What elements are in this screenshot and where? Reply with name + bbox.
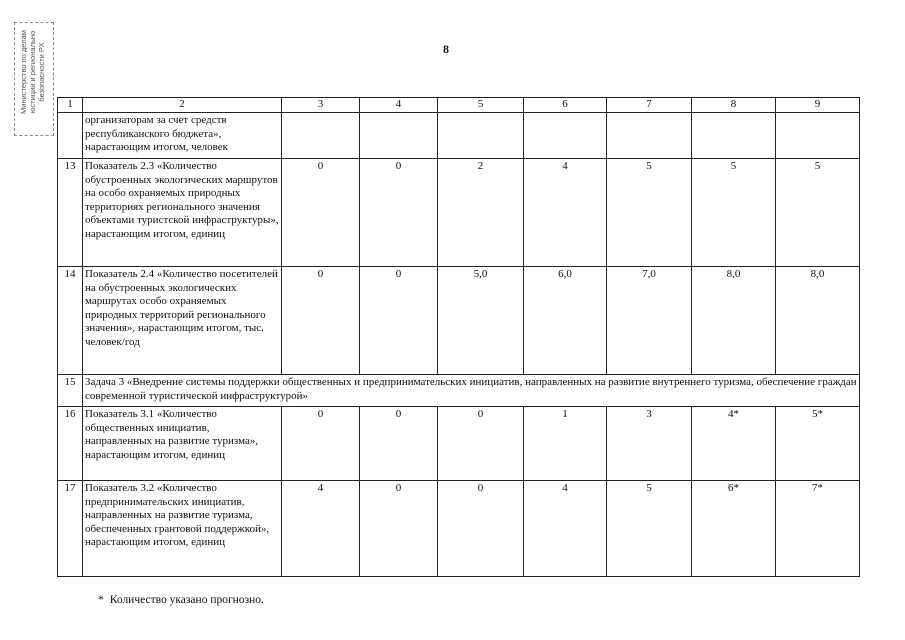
value-cell: 8,0 — [776, 267, 860, 375]
value-cell — [438, 113, 524, 159]
footnote — [98, 594, 264, 606]
value-cell: 0 — [282, 267, 360, 375]
value-cell: 5 — [692, 159, 776, 267]
header-cell: 2 — [83, 98, 282, 113]
indicator-row — [58, 267, 860, 375]
value-cell: 5 — [607, 481, 692, 577]
value-cell: 4 — [524, 159, 607, 267]
page-number: 8 — [443, 42, 449, 56]
value-cell — [282, 113, 360, 159]
row-number-cell: 14 — [58, 267, 83, 375]
row-number-cell: 13 — [58, 159, 83, 267]
value-cell — [692, 113, 776, 159]
stamp-line: юстиции и регионально — [28, 30, 37, 114]
value-cell: 0 — [360, 407, 438, 481]
row-number-cell: 15 — [58, 375, 83, 407]
footnote-marker: * — [98, 594, 104, 606]
value-cell: 4 — [282, 481, 360, 577]
value-cell: 6,0 — [524, 267, 607, 375]
value-cell: 0 — [360, 159, 438, 267]
header-cell: 7 — [607, 98, 692, 113]
stamp-line: безопасности РХ — [37, 42, 46, 102]
value-cell — [360, 113, 438, 159]
row-number-cell — [58, 113, 83, 159]
row-number-cell: 17 — [58, 481, 83, 577]
indicator-row — [58, 159, 860, 267]
value-cell: 8,0 — [692, 267, 776, 375]
value-cell: 1 — [524, 407, 607, 481]
value-cell: 5 — [607, 159, 692, 267]
indicator-row — [58, 481, 860, 577]
indicator-label-cell: Показатель 3.2 «Количество предпринимательских инициатив, направленных на развитие туризма, обеспеченных грантовой поддержкой», нарастающим итогом, единиц — [83, 481, 282, 577]
value-cell — [524, 113, 607, 159]
value-cell: 4 — [524, 481, 607, 577]
value-cell: 7,0 — [607, 267, 692, 375]
indicator-label-cell: организаторам за счет средств республиканского бюджета», нарастающим итогом, человек — [83, 113, 282, 159]
indicator-label-cell: Показатель 3.1 «Количество общественных инициатив, направленных на развитие туризма», нарастающим итогом, единиц — [83, 407, 282, 481]
row-number-cell: 16 — [58, 407, 83, 481]
value-cell: 0 — [282, 159, 360, 267]
value-cell: 0 — [438, 481, 524, 577]
header-cell: 5 — [438, 98, 524, 113]
header-cell: 4 — [360, 98, 438, 113]
footnote-text: Количество указано прогнозно. — [109, 594, 264, 606]
value-cell — [607, 113, 692, 159]
value-cell: 6* — [692, 481, 776, 577]
value-cell: 0 — [360, 481, 438, 577]
value-cell: 4* — [692, 407, 776, 481]
value-cell: 3 — [607, 407, 692, 481]
indicator-row — [58, 113, 860, 159]
indicator-label-cell: Показатель 2.4 «Количество посетителей на обустроенных экологических маршрутах особо охраняемых природных территорий регионального значения», нарастающим итогом, тыс. человек/год — [83, 267, 282, 375]
task-description-cell: Задача 3 «Внедрение системы поддержки общественных и предпринимательских инициатив, направленных на развитие внутреннего туризма, обеспечение граждан современной туристической инфраструктурой» — [83, 375, 860, 407]
header-cell: 8 — [692, 98, 776, 113]
stamp-line: Министерство по делам — [19, 30, 28, 114]
value-cell: 0 — [438, 407, 524, 481]
registration-stamp-text — [19, 16, 46, 128]
header-cell: 6 — [524, 98, 607, 113]
value-cell: 0 — [282, 407, 360, 481]
indicators-table — [57, 97, 860, 577]
indicator-row — [58, 407, 860, 481]
header-cell: 3 — [282, 98, 360, 113]
header-cell: 1 — [58, 98, 83, 113]
header-cell: 9 — [776, 98, 860, 113]
indicator-label-cell: Показатель 2.3 «Количество обустроенных экологических маршрутов на особо охраняемых природных территориях регионального значения объектами туристской инфраструктуры», нарастающим итогом, единиц — [83, 159, 282, 267]
value-cell: 5 — [776, 159, 860, 267]
table-body — [58, 98, 860, 577]
value-cell: 5,0 — [438, 267, 524, 375]
value-cell: 7* — [776, 481, 860, 577]
value-cell: 0 — [360, 267, 438, 375]
value-cell: 5* — [776, 407, 860, 481]
value-cell — [776, 113, 860, 159]
value-cell: 2 — [438, 159, 524, 267]
table-header-row — [58, 98, 860, 113]
task-row — [58, 375, 860, 407]
